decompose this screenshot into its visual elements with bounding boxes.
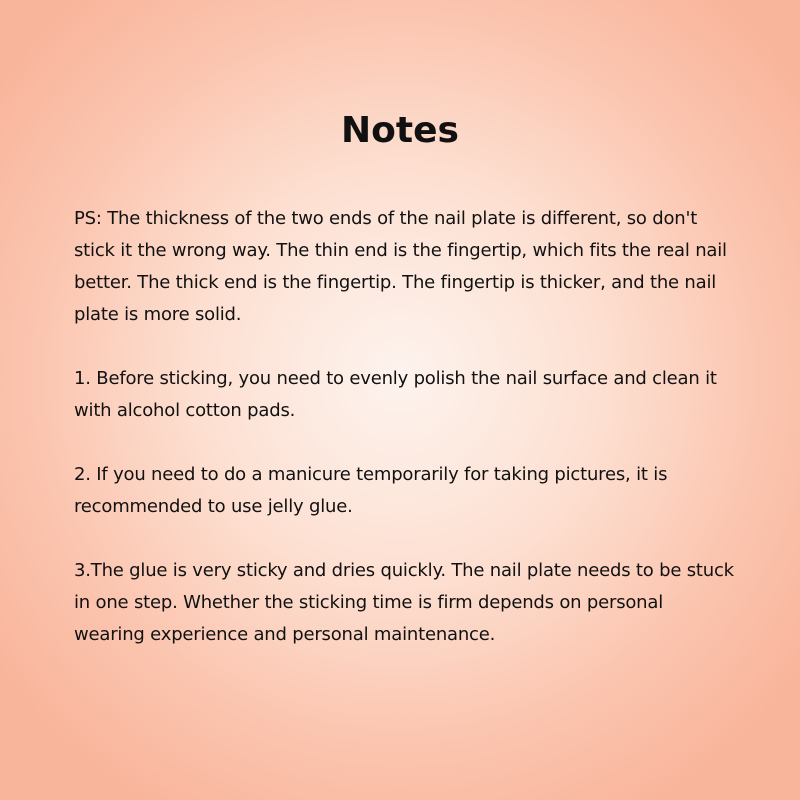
note-ps: PS: The thickness of the two ends of the nail plate is different, so don't stick it the wrong way. The thin end is the fingertip, which fits the real nail better. The thick end is the fingertip. The fingertip is thicker, and the nail plate is more solid.	[74, 208, 727, 325]
note-3: 3.The glue is very sticky and dries quickly. The nail plate needs to be stuck in one step. Whether the sticking time is firm depends on personal wearing experience and personal maintenance.	[74, 560, 734, 645]
notes-body	[74, 203, 734, 683]
note-2: 2. If you need to do a manicure temporarily for taking pictures, it is recommended to use jelly glue.	[74, 464, 668, 517]
note-1: 1. Before sticking, you need to evenly polish the nail surface and clean it with alcohol cotton pads.	[74, 368, 717, 421]
page-title: Notes	[341, 110, 459, 151]
